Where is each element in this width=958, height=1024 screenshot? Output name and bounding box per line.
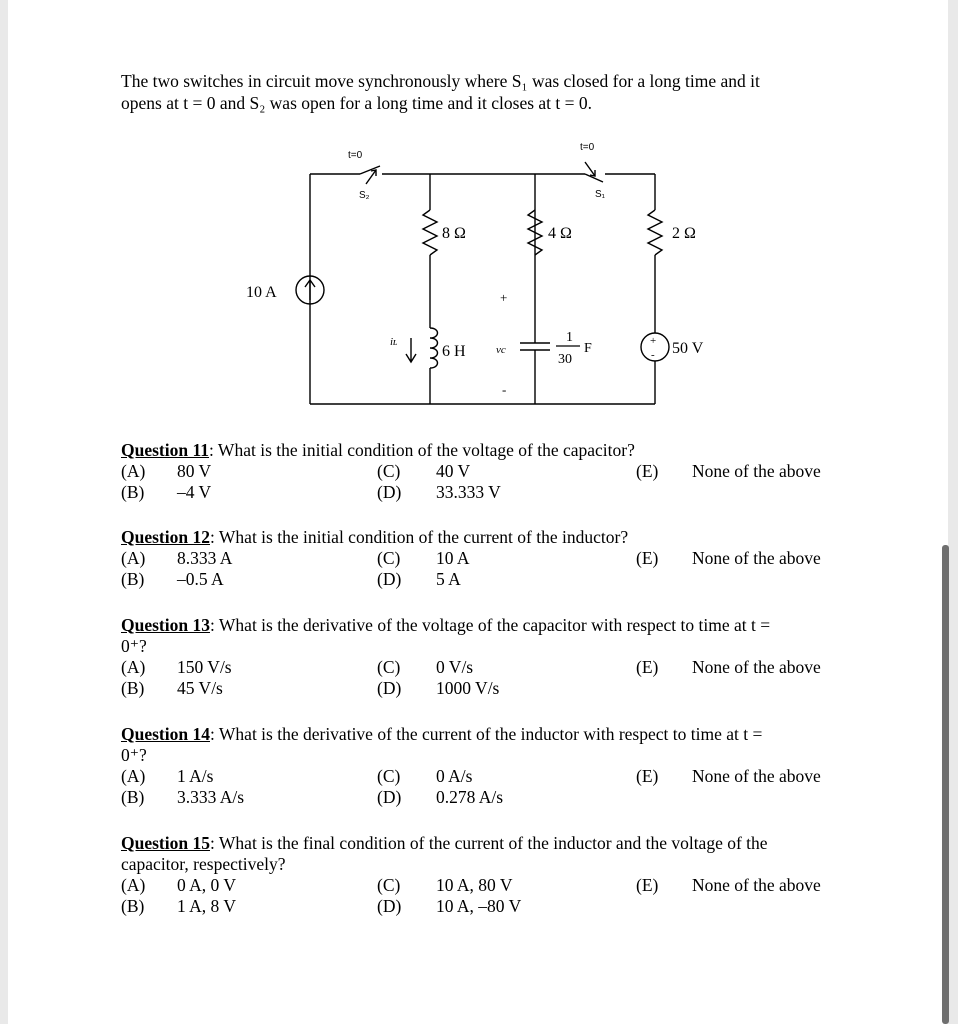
question-12-option-d-letter: (D) bbox=[377, 569, 402, 589]
voltage-source-plus: + bbox=[650, 335, 657, 347]
switch-s2-time: t=0 bbox=[348, 150, 363, 161]
inductor-label: 6 H bbox=[442, 343, 466, 360]
question-14-option-a-letter: (A) bbox=[121, 766, 146, 786]
question-13-option-e-letter: (E) bbox=[636, 657, 659, 677]
switch-s1-time: t=0 bbox=[580, 142, 595, 153]
question-12-option-b[interactable]: –0.5 A bbox=[177, 569, 224, 589]
question-12-option-a[interactable]: 8.333 A bbox=[177, 548, 233, 568]
question-11-label: Question 11 bbox=[121, 440, 210, 460]
switch-s2-label: S₂ bbox=[359, 190, 370, 201]
question-15-text: : What is the final condition of the current of the inductor and the voltage of the bbox=[209, 833, 768, 853]
question-14-option-c-letter: (C) bbox=[377, 766, 401, 786]
inductor-current-arrow bbox=[406, 338, 416, 362]
question-11-option-d-letter: (D) bbox=[377, 482, 402, 502]
question-11-option-c-letter: (C) bbox=[377, 461, 401, 481]
resistor-8ohm bbox=[423, 210, 437, 255]
question-14-label: Question 14 bbox=[121, 724, 210, 744]
problem-statement bbox=[121, 70, 841, 114]
resistor-4ohm-label: 4 Ω bbox=[548, 225, 572, 242]
question-11-option-d[interactable]: 33.333 V bbox=[436, 482, 501, 502]
scrollbar-thumb[interactable] bbox=[942, 545, 949, 1024]
switch-s1-arrow bbox=[585, 162, 595, 176]
question-11-option-a-letter: (A) bbox=[121, 461, 146, 481]
question-15-option-a[interactable]: 0 A, 0 V bbox=[177, 875, 236, 895]
question-14-option-e[interactable]: None of the above bbox=[692, 766, 821, 786]
question-13-option-d[interactable]: 1000 V/s bbox=[436, 678, 500, 698]
switch-s2-blade bbox=[360, 166, 380, 174]
current-source-label: 10 A bbox=[246, 284, 277, 301]
voltage-source-label: 50 V bbox=[672, 340, 704, 357]
question-14-option-d[interactable]: 0.278 A/s bbox=[436, 787, 504, 807]
inductor-6h bbox=[430, 328, 438, 368]
resistor-2ohm-label: 2 Ω bbox=[672, 225, 696, 242]
question-13-text-cont: 0⁺? bbox=[121, 636, 147, 656]
question-14-option-d-letter: (D) bbox=[377, 787, 402, 807]
question-11-option-c[interactable]: 40 V bbox=[436, 461, 471, 481]
question-12-option-e[interactable]: None of the above bbox=[692, 548, 821, 568]
question-13-option-a[interactable]: 150 V/s bbox=[177, 657, 232, 677]
question-15-text-cont: capacitor, respectively? bbox=[121, 854, 286, 874]
question-15-label: Question 15 bbox=[121, 833, 210, 853]
circuit-diagram bbox=[230, 140, 730, 410]
question-14-option-c[interactable]: 0 A/s bbox=[436, 766, 473, 786]
question-12-option-a-letter: (A) bbox=[121, 548, 146, 568]
question-11-option-b[interactable]: –4 V bbox=[177, 482, 212, 502]
question-13-option-b-letter: (B) bbox=[121, 678, 145, 698]
question-13-label: Question 13 bbox=[121, 615, 210, 635]
question-12-label: Question 12 bbox=[121, 527, 210, 547]
page-margin-left bbox=[0, 0, 8, 1024]
question-13-option-b[interactable]: 45 V/s bbox=[177, 678, 223, 698]
question-15-option-b[interactable]: 1 A, 8 V bbox=[177, 896, 236, 916]
question-15-option-c-letter: (C) bbox=[377, 875, 401, 895]
question-12-option-d[interactable]: 5 A bbox=[436, 569, 461, 589]
question-15-option-e[interactable]: None of the above bbox=[692, 875, 821, 895]
question-11-prompt bbox=[121, 440, 841, 461]
question-12-option-b-letter: (B) bbox=[121, 569, 145, 589]
question-15-option-a-letter: (A) bbox=[121, 875, 146, 895]
resistor-2ohm bbox=[648, 210, 662, 255]
capacitor-unit: F bbox=[584, 341, 592, 356]
question-14-option-b[interactable]: 3.333 A/s bbox=[177, 787, 245, 807]
question-12-option-c[interactable]: 10 A bbox=[436, 548, 470, 568]
question-12-prompt bbox=[121, 527, 841, 548]
switch-s1-label: S₁ bbox=[595, 189, 606, 200]
question-15-option-c[interactable]: 10 A, 80 V bbox=[436, 875, 513, 895]
question-15-option-d-letter: (D) bbox=[377, 896, 402, 916]
page-margin-right bbox=[948, 0, 958, 1024]
switch-s2-arrow bbox=[366, 170, 376, 184]
question-13-text: : What is the derivative of the voltage of the capacitor with respect to time at t = bbox=[209, 615, 771, 635]
question-13-option-d-letter: (D) bbox=[377, 678, 402, 698]
current-source-arrow bbox=[305, 280, 315, 300]
statement-line-1: The two switches in circuit move synchronously where S₁ was closed for a long time and it bbox=[121, 71, 760, 91]
question-14-text: : What is the derivative of the current of the inductor with respect to time at t = bbox=[209, 724, 763, 744]
question-15-option-b-letter: (B) bbox=[121, 896, 145, 916]
voltage-source-minus: - bbox=[651, 349, 655, 361]
resistor-8ohm-label: 8 Ω bbox=[442, 225, 466, 242]
question-11-option-e-letter: (E) bbox=[636, 461, 659, 481]
question-15-option-e-letter: (E) bbox=[636, 875, 659, 895]
capacitor-value-numerator: 1 bbox=[566, 330, 573, 345]
question-12-option-c-letter: (C) bbox=[377, 548, 401, 568]
inductor-current-label: iʟ bbox=[390, 336, 398, 348]
question-14-option-a[interactable]: 1 A/s bbox=[177, 766, 214, 786]
question-14-prompt bbox=[121, 724, 841, 766]
capacitor-value-denominator: 30 bbox=[558, 352, 572, 367]
question-13-option-e[interactable]: None of the above bbox=[692, 657, 821, 677]
capacitor-plus: + bbox=[500, 290, 508, 305]
question-13-prompt bbox=[121, 615, 841, 657]
statement-line-2: opens at t = 0 and S₂ was open for a long time and it closes at t = 0. bbox=[121, 93, 593, 113]
question-14-option-e-letter: (E) bbox=[636, 766, 659, 786]
question-11-option-b-letter: (B) bbox=[121, 482, 145, 502]
capacitor-minus: - bbox=[502, 382, 507, 397]
question-11-option-a[interactable]: 80 V bbox=[177, 461, 212, 481]
question-12-option-e-letter: (E) bbox=[636, 548, 659, 568]
question-15-prompt bbox=[121, 833, 841, 875]
question-13-option-c-letter: (C) bbox=[377, 657, 401, 677]
question-13-option-a-letter: (A) bbox=[121, 657, 146, 677]
question-13-option-c[interactable]: 0 V/s bbox=[436, 657, 474, 677]
question-12-text: : What is the initial condition of the current of the inductor? bbox=[209, 527, 629, 547]
capacitor-voltage-label: vc bbox=[496, 344, 506, 356]
question-11-option-e[interactable]: None of the above bbox=[692, 461, 821, 481]
question-14-option-b-letter: (B) bbox=[121, 787, 145, 807]
question-11-text: : What is the initial condition of the voltage of the capacitor? bbox=[209, 440, 635, 460]
question-14-text-cont: 0⁺? bbox=[121, 745, 147, 765]
question-15-option-d[interactable]: 10 A, –80 V bbox=[436, 896, 522, 916]
